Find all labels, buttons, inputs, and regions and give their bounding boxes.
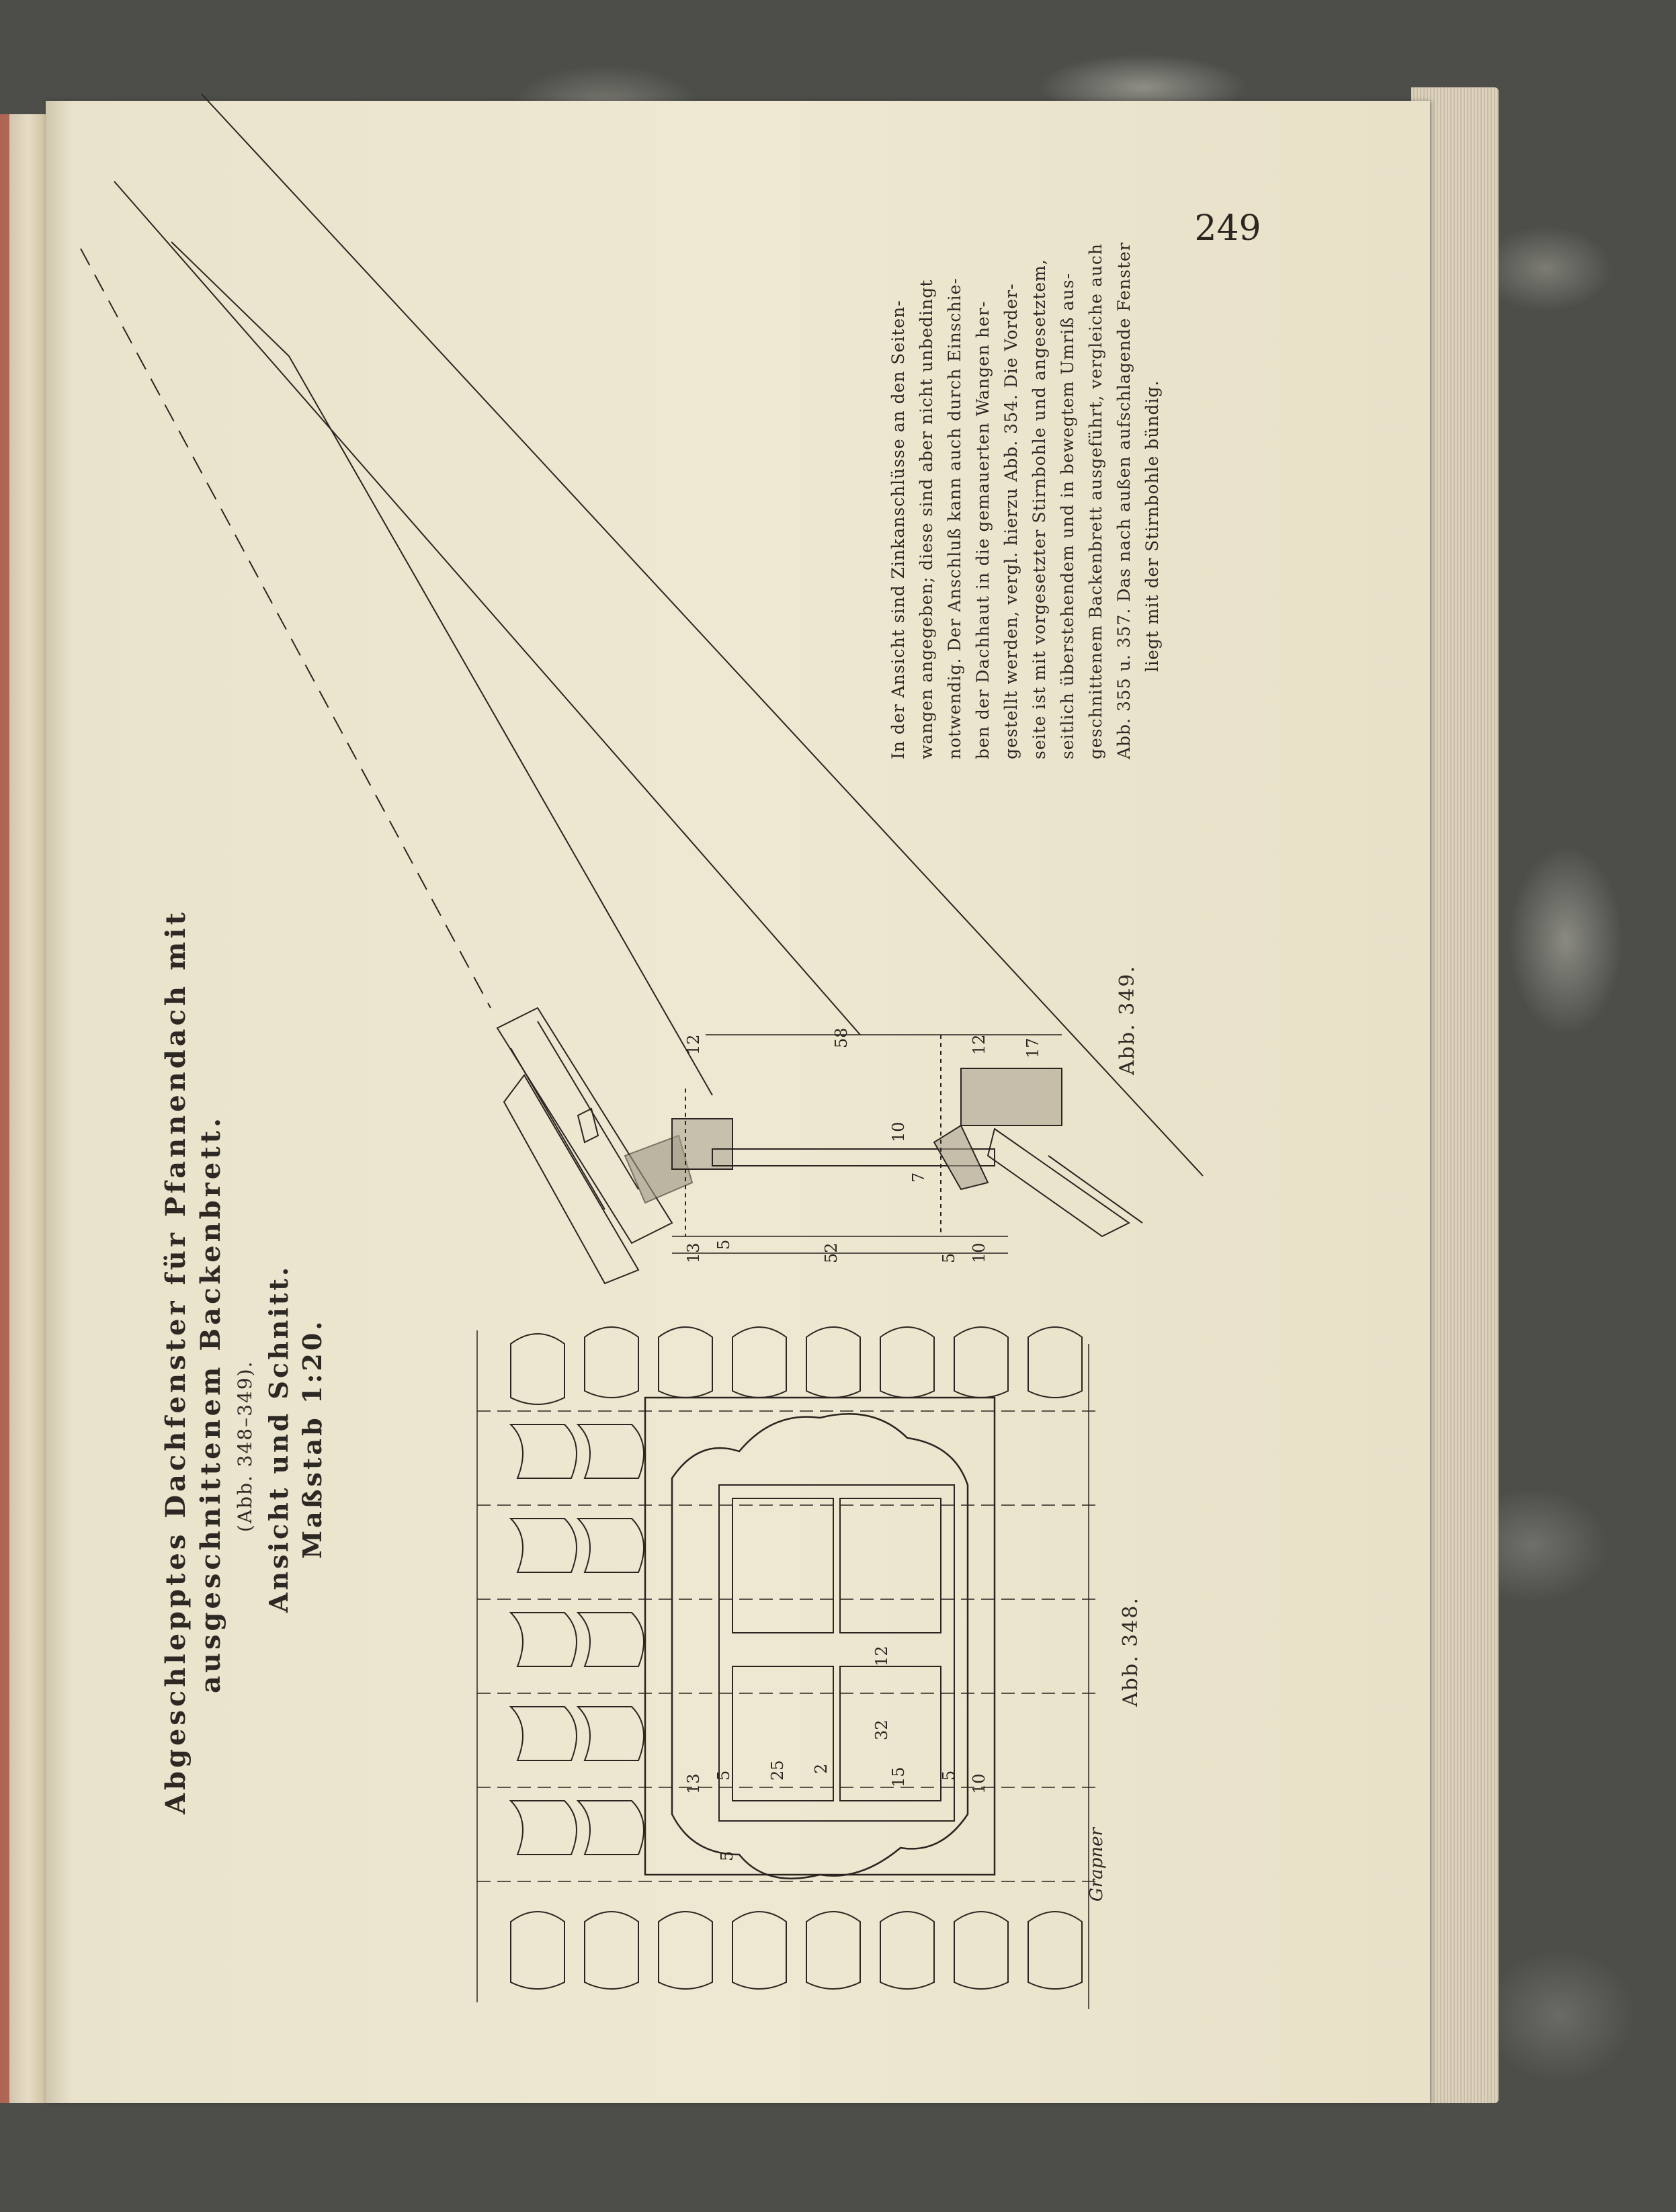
section-dim: 5 xyxy=(714,1239,733,1250)
figure-348-caption: Abb. 348. xyxy=(1119,1597,1142,1707)
body-text-line: geschnittenem Backenbrett ausgeführt, vergleiche auch xyxy=(1086,243,1105,759)
section-dim: 52 xyxy=(822,1242,841,1263)
elevation-dim: 13 xyxy=(684,1773,703,1794)
page-number: 249 xyxy=(1194,208,1261,249)
section-dim: 10 xyxy=(889,1121,908,1142)
body-text-line: ben der Dachhaut in die gemauerten Wangen her- xyxy=(973,300,993,759)
scale-label: Maßstab 1:20. xyxy=(297,1318,327,1559)
section-dim: 10 xyxy=(970,1242,989,1263)
section-dim: 5 xyxy=(939,1252,958,1263)
elevation-dim: 5 xyxy=(718,1851,737,1861)
roof-line xyxy=(114,181,860,1035)
roof-tiles xyxy=(511,1327,1082,1989)
section-dim: 7 xyxy=(909,1172,928,1183)
body-text-line: seite ist mit vorgesetzter Stirnbohle und angesetztem, xyxy=(1030,259,1049,759)
signature: Grapner xyxy=(1087,1828,1107,1902)
view-label: Ansicht und Schnitt. xyxy=(263,1264,294,1613)
body-text-line: liegt mit der Stirnbohle bündig. xyxy=(1142,380,1162,672)
roof-line xyxy=(171,242,712,1095)
section-dim: 58 xyxy=(832,1027,851,1048)
dimension-labels xyxy=(684,1027,1107,1902)
body-text-line: gestellt werden, vergl. hierzu Abb. 354. Die Vorder- xyxy=(1001,283,1021,759)
elevation-dim: 15 xyxy=(889,1767,908,1787)
body-text-line: In der Ansicht sind Zinkanschlüsse an den Seiten- xyxy=(888,300,908,759)
elevation-dim: 5 xyxy=(714,1770,733,1781)
figure-range: (Abb. 348–349). xyxy=(234,1360,256,1532)
elevation-dim: 25 xyxy=(768,1760,787,1781)
body-text-line: notwendig. Der Anschluß kann auch durch Einschie- xyxy=(945,278,964,759)
section-lower-roof xyxy=(497,1008,692,1283)
title-line-2: ausgeschnittenem Backenbrett. xyxy=(195,1114,226,1693)
roof-line xyxy=(202,94,1203,1176)
elevation-dim: 5 xyxy=(939,1770,958,1781)
elevation-dim: 12 xyxy=(872,1646,891,1666)
body-text-line: seitlich überstehendem und in bewegtem Umriß aus- xyxy=(1058,272,1077,759)
title-line-1: Abgeschlepptes Dachfenster für Pfannendach mit xyxy=(160,909,192,1814)
batten-lines xyxy=(477,1411,1102,1881)
section-dim: 17 xyxy=(1023,1037,1042,1058)
elevation-dim: 2 xyxy=(812,1763,831,1774)
body-text-line: wangen angegeben; diese sind aber nicht unbedingt xyxy=(917,279,936,759)
section-dim: 12 xyxy=(970,1034,989,1055)
window-elevation xyxy=(645,1398,995,1879)
roof-line-dashed xyxy=(81,249,491,1008)
section-dim: 12 xyxy=(684,1034,703,1055)
section-dim: 13 xyxy=(684,1242,703,1263)
window-section xyxy=(672,1035,1142,1253)
elevation-dim: 10 xyxy=(970,1773,989,1794)
elevation-dim: 32 xyxy=(872,1719,891,1740)
body-text-line: Abb. 355 u. 357. Das nach außen aufschlagende Fenster xyxy=(1114,242,1134,759)
figure-349-caption: Abb. 349. xyxy=(1116,965,1139,1075)
